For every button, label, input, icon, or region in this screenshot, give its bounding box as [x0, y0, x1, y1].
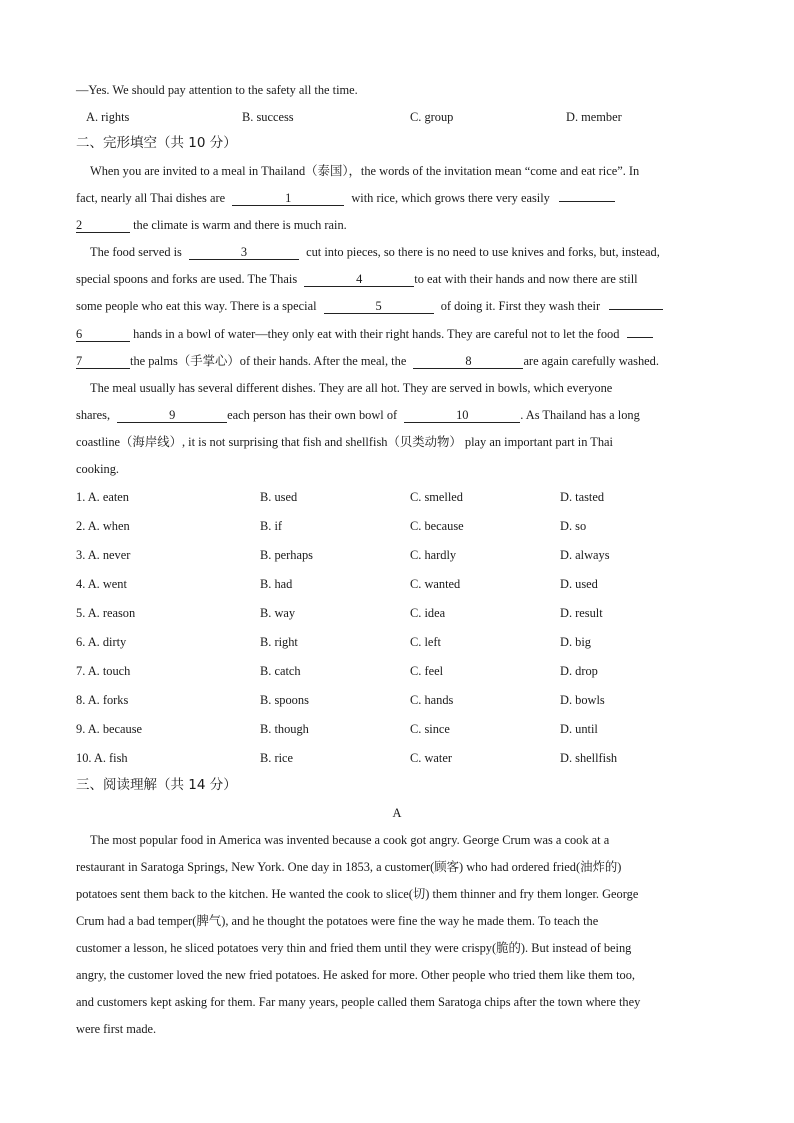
reading-line-4: Crum had a bad temper(脾气), and he thought the potatoes were fine the way he made them. To teach the [76, 914, 599, 928]
q10-option-a: 10. A. fish [76, 751, 128, 765]
text-run: special spoons and forks are used. The Thais [76, 272, 298, 286]
q1-option-a: 1. A. eaten [76, 490, 129, 504]
q5-option-b: B. way [260, 606, 296, 620]
q8-option-b: B. spoons [260, 693, 309, 707]
text-run: hands in a bowl of water—they only eat with their right hands. They are careful not to let the food [133, 327, 620, 341]
q2-option-b: B. if [260, 519, 283, 533]
blank-5: 5 [324, 299, 434, 314]
blank-3: 3 [189, 245, 299, 260]
q1-option-b: B. used [260, 490, 298, 504]
q5-option-a: 5. A. reason [76, 606, 136, 620]
blank-4: 4 [304, 272, 414, 287]
q10-option-b: B. rice [260, 751, 294, 765]
text-run: each person has their own bowl of [227, 408, 398, 422]
q7-option-b: B. catch [260, 664, 301, 678]
cloze-p3-line2 [76, 407, 718, 423]
text-run: with rice, which grows there very easily [351, 191, 550, 205]
cloze-p1-line3 [76, 217, 718, 233]
q3-option-d: D. always [560, 548, 610, 562]
cloze-p3-line1: The meal usually has several different dishes. They are all hot. They are served in bowls, which everyone [90, 381, 613, 395]
prev-option-b: B. success [242, 110, 294, 124]
reading-line-5: customer a lesson, he sliced potatoes very thin and fried them until they were crispy(脆的). But instead of being [76, 941, 632, 955]
text-run: of doing it. First they wash their [440, 299, 601, 313]
q2-option-d: D. so [560, 519, 587, 533]
cloze-p1-line2 [76, 190, 718, 206]
q4-option-a: 4. A. went [76, 577, 127, 591]
q4-option-d: D. used [560, 577, 598, 591]
q5-option-d: D. result [560, 606, 603, 620]
section-heading-reading: 三、阅读理解（共 14 分） [76, 777, 237, 793]
q2-option-a: 2. A. when [76, 519, 130, 533]
q6-option-c: C. left [410, 635, 441, 649]
reading-line-7: and customers kept asking for them. Far many years, people called them Saratoga chips after the town where they [76, 995, 641, 1009]
q6-option-a: 6. A. dirty [76, 635, 127, 649]
q8-option-d: D. bowls [560, 693, 605, 707]
blank-6-start [609, 309, 663, 310]
q3-option-a: 3. A. never [76, 548, 131, 562]
q10-option-c: C. water [410, 751, 452, 765]
text-run: shares, [76, 408, 111, 422]
q3-option-c: C. hardly [410, 548, 457, 562]
cloze-p2-line4 [76, 326, 718, 342]
q2-option-c: C. because [410, 519, 464, 533]
cloze-p2-line3 [76, 298, 718, 314]
section-heading-cloze: 二、完形填空（共 10 分） [76, 135, 237, 151]
text-run: the climate is warm and there is much rain. [133, 218, 347, 232]
q9-option-d: D. until [560, 722, 598, 736]
text-run: . As Thailand has a long [520, 408, 640, 422]
blank-10: 10 [404, 408, 520, 423]
q9-option-b: B. though [260, 722, 309, 736]
q3-option-b: B. perhaps [260, 548, 313, 562]
cloze-p2-line5 [76, 353, 718, 369]
blank-1: 1 [232, 191, 344, 206]
q8-option-c: C. hands [410, 693, 454, 707]
blank-7-start [627, 337, 653, 338]
text-run: The food served is [90, 245, 182, 259]
prev-option-a: A. rights [86, 110, 130, 124]
q1-option-c: C. smelled [410, 490, 463, 504]
q7-option-a: 7. A. touch [76, 664, 131, 678]
blank-8: 8 [413, 354, 523, 369]
text-run: the palms（手掌心）of their hands. After the meal, the [130, 354, 407, 368]
passage-label: A [392, 806, 402, 820]
reading-line-6: angry, the customer loved the new fried potatoes. He asked for more. Other people who tried them like them too, [76, 968, 636, 982]
q6-option-d: D. big [560, 635, 591, 649]
q6-option-b: B. right [260, 635, 298, 649]
blank-2-start [559, 201, 615, 202]
q4-option-c: C. wanted [410, 577, 461, 591]
reading-line-1: The most popular food in America was invented because a cook got angry. George Crum was a cook at a [90, 833, 610, 847]
q7-option-d: D. drop [560, 664, 598, 678]
cloze-p2-line1 [90, 244, 718, 260]
prev-option-c: C. group [410, 110, 454, 124]
cloze-p1-line1: When you are invited to a meal in Thailand（泰国），the words of the invitation mean “come and eat rice”. In [90, 164, 640, 178]
text-run: cut into pieces, so there is no need to use knives and forks, but, instead, [306, 245, 660, 259]
text-run: some people who eat this way. There is a special [76, 299, 317, 313]
text-run: fact, nearly all Thai dishes are [76, 191, 226, 205]
prev-answer-line: —Yes. We should pay attention to the safety all the time. [76, 83, 358, 97]
cloze-p3-line3: coastline（海岸线）, it is not surprising that fish and shellfish（贝类动物） play an important part in Thai [76, 435, 613, 449]
blank-9: 9 [117, 408, 227, 423]
cloze-p2-line2 [76, 271, 718, 287]
text-run: are again carefully washed. [523, 354, 659, 368]
q8-option-a: 8. A. forks [76, 693, 129, 707]
q9-option-c: C. since [410, 722, 450, 736]
reading-line-3: potatoes sent them back to the kitchen. He wanted the cook to slice(切) them thinner and fry them longer. George [76, 887, 639, 901]
blank-7: 7 [76, 354, 130, 369]
q10-option-d: D. shellfish [560, 751, 618, 765]
q4-option-b: B. had [260, 577, 293, 591]
reading-line-8: were first made. [76, 1022, 157, 1036]
q5-option-c: C. idea [410, 606, 446, 620]
prev-option-d: D. member [566, 110, 622, 124]
q1-option-d: D. tasted [560, 490, 605, 504]
text-run: to eat with their hands and now there are still [414, 272, 638, 286]
q7-option-c: C. feel [410, 664, 444, 678]
cloze-p3-line4: cooking. [76, 462, 120, 476]
reading-line-2: restaurant in Saratoga Springs, New York. One day in 1853, a customer(顾客) who had ordered fried(油炸的) [76, 860, 622, 874]
q9-option-a: 9. A. because [76, 722, 143, 736]
blank-2: 2 [76, 218, 130, 233]
blank-6: 6 [76, 327, 130, 342]
